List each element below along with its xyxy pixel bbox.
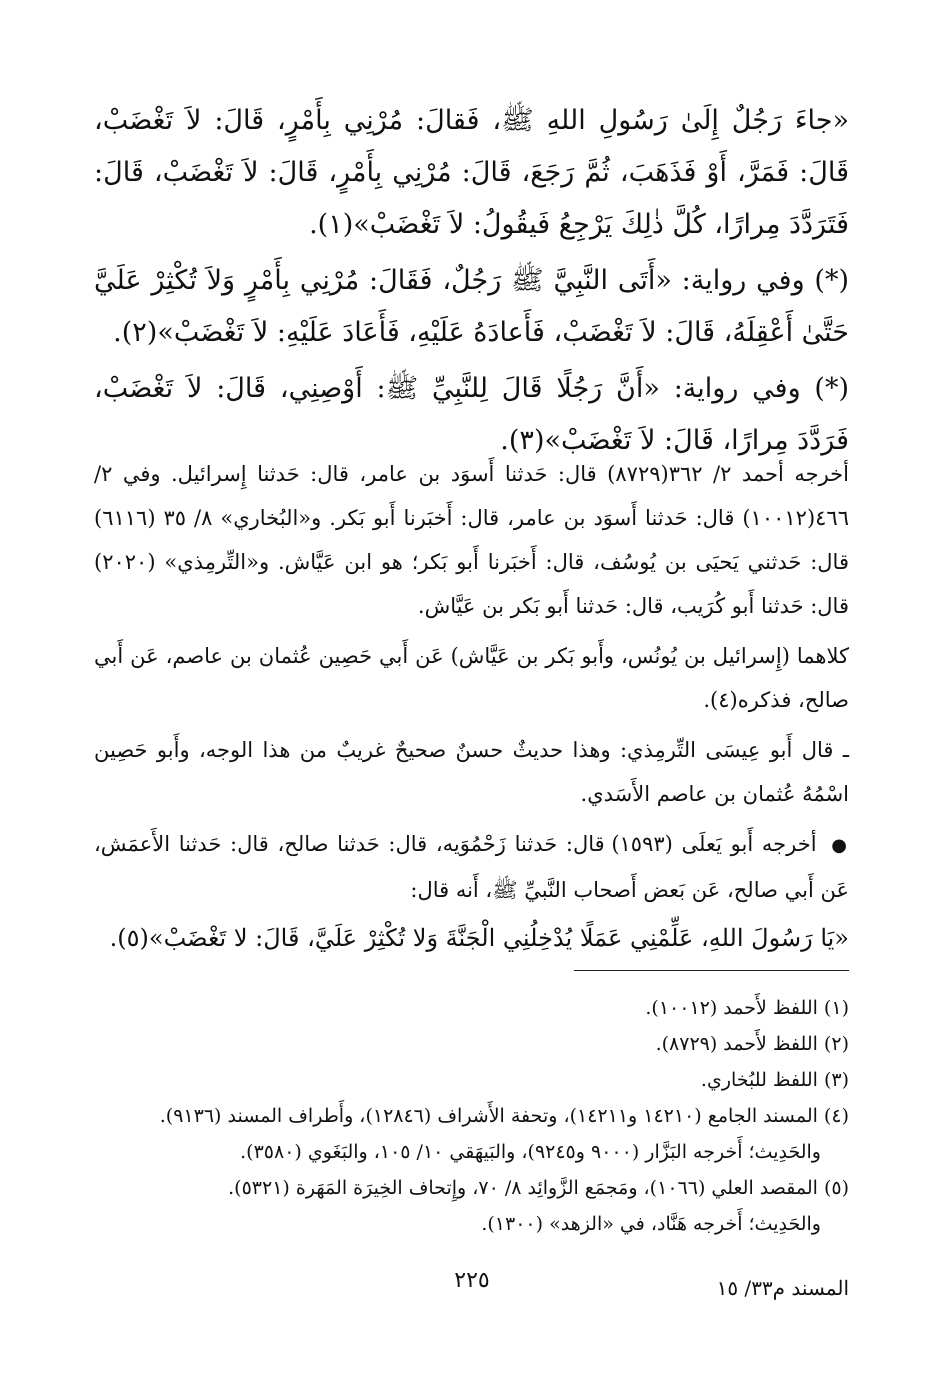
footnote-divider <box>574 970 849 971</box>
source-paragraph: كلاهما (إِسرائيل بن يُونُس، وأَبو بَكر بن عَيَّاش) عَن أَبي حَصِين عُثمان بن عاصم، عَن أَبي صالح، فذكره(٤). <box>94 644 849 712</box>
page-number: ٢٢٥ <box>454 1268 490 1293</box>
page-footer <box>95 1268 849 1308</box>
hadith-paragraph: (*) وفي رواية: «أَنَّ رَجُلًا قَالَ لِلنَّبِيِّ ﷺ: أَوْصِنِي، قَالَ: لاَ تَغْضَبْ، فَرَدَّدَ مِرارًا، قَالَ: لاَ تَغْضَبْ»(٣). <box>94 373 849 456</box>
bullet-source-text: أخرجه أَبو يَعلَى (١٥٩٣) قال: حَدثنا زَحْمُوَيه، قال: حَدثنا صالح، قال: حَدثنا الأَعمَش، عَن أَبي صالح، عَن بَعض أَصحاب النَّبيِّ ﷺ، أَنه قال: <box>94 832 849 902</box>
bullet-icon: ● <box>831 835 849 856</box>
footnote-continuation: والحَدِيث؛ أَخرجه البَزَّار (٩٠٠٠ و٩٢٤٥)، والبَيهَقي ١٠/ ١٠٥، والبَغَوي (٣٥٨٠). <box>240 1141 821 1163</box>
hadith-paragraph: «جاءَ رَجُلٌ إِلَىٰ رَسُولِ اللهِ ﷺ، فَقالَ: مُرْنِي بِأَمْرٍ، قَالَ: لاَ تَغْضَبْ، قَالَ: فَمَرَّ، أَوْ فَذَهَبَ، ثُمَّ رَجَعَ، قَالَ: مُرْنِي بِأَمْرٍ، قَالَ: لاَ تَغْضَبْ، قَالَ: فَتَرَدَّدَ مِرارًا، كُلَّ ذٰلِكَ يَرْجِعُ فَيقُولُ: لاَ تَغْضَبْ»(١). <box>94 105 849 240</box>
footnote: (٣) اللفظ للبُخاري. <box>700 1069 849 1091</box>
footnote-continuation: والحَدِيث؛ أَخرجه هَنَّاد، في «الزهد» (١٣٠٠). <box>481 1213 821 1235</box>
source-paragraph: أخرجه أحمد ٢/ ٣٦٢(٨٧٢٩) قال: حَدثنا أَسوَد بن عامر، قال: حَدثنا إِسرائيل. وفي ٢/ ٤٦٦(١٠٠١٢) قال: حَدثنا أَسوَد بن عامر، قال: أَخبَرنا أَبو بَكر. و«البُخاري» ٨/ ٣٥ (٦١١٦) قال: حَدثني يَحيَى بن يُوسُف، قال: أَخبَرنا أَبو بَكر؛ هو ابن عَيَّاش. و«التِّرمِذي» (٢٠٢٠) قال: حَدثنا أَبو كُرَيب، قال: حَدثنا أَبو بَكر بن عَيَّاش. <box>94 462 849 618</box>
footnote: (٥) المقصد العلي (١٠٦٦)، ومَجمَع الزَّوائِد ٨/ ٧٠، وإِتحاف الخِيرَة المَهَرة (٥٣٢١). <box>228 1177 849 1199</box>
hadith-text-block <box>94 95 849 467</box>
source-paragraph: ـ قال أَبو عِيسَى التِّرمِذي: وهذا حديثٌ حسنٌ صحيحٌ غريبٌ من هذا الوجه، وأَبو حَصِين اسْمُهُ عُثمان بن عاصم الأَسَدي. <box>94 738 849 806</box>
bullet-source-paragraph <box>94 822 849 912</box>
footnote: (٤) المسند الجامع (١٤٢١٠ و١٤٢١١)، وتحفة الأَشراف (١٢٨٤٦)، وأَطراف المسند (٩١٣٦). <box>159 1105 849 1127</box>
footnote: (٢) اللفظ لأَحمد (٨٧٢٩). <box>655 1033 849 1055</box>
footnote: (١) اللفظ لأَحمد (١٠٠١٢). <box>645 997 849 1019</box>
signature-mark: المسند م٣٣/ ١٥ <box>716 1276 849 1300</box>
quoted-hadith: «يَا رَسُولَ اللهِ، عَلِّمْنِي عَمَلًا يُدْخِلُنِي الْجَنَّةَ وَلا تُكْثِرْ عَلَيَّ، قَالَ: لا تَغْضَبْ»(٥). <box>109 924 849 952</box>
takhrij-block <box>94 452 849 960</box>
hadith-paragraph: (*) وفي رواية: «أَتَى النَّبِيَّ ﷺ رَجُلٌ، فَقَالَ: مُرْنِي بِأَمْرٍ وَلاَ تُكْثِرْ عَلَيَّ حَتَّىٰ أَعْقِلَهُ، قَالَ: لاَ تَغْضَبْ، فَأَعادَهُ عَلَيْهِ، فَأَعَادَ عَلَيْهِ: لاَ تَغْضَبْ»(٢). <box>94 265 849 348</box>
footnotes <box>89 990 849 1242</box>
